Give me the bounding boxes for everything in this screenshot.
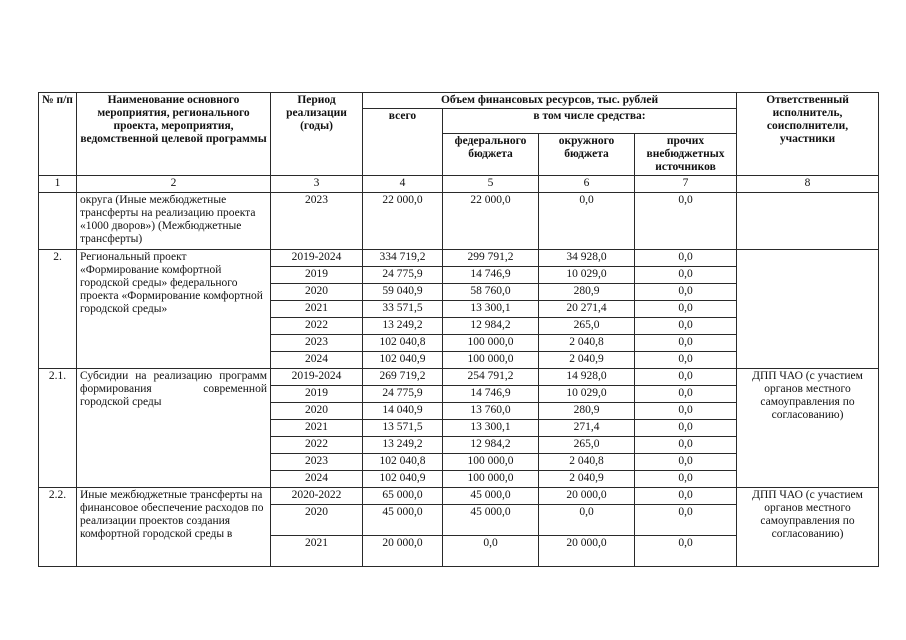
header-row-1 [39, 93, 879, 109]
row-total: 14 040,9 [363, 403, 443, 420]
row-other: 0,0 [635, 471, 737, 488]
row-district: 0,0 [539, 505, 635, 536]
row-total: 24 775,9 [363, 386, 443, 403]
row-other: 0,0 [635, 193, 737, 250]
col-header-total: всего [363, 109, 443, 176]
row-district: 2 040,8 [539, 454, 635, 471]
row-total: 33 571,5 [363, 301, 443, 318]
colnum: 4 [363, 176, 443, 193]
row-total: 334 719,2 [363, 250, 443, 267]
row-district: 280,9 [539, 284, 635, 301]
row-district: 271,4 [539, 420, 635, 437]
row-num: 2.1. [39, 369, 77, 488]
row-district: 265,0 [539, 437, 635, 454]
colnum: 2 [77, 176, 271, 193]
row-period: 2021 [271, 420, 363, 437]
row-other: 0,0 [635, 318, 737, 335]
row-federal: 0,0 [443, 536, 539, 567]
table-row [39, 369, 879, 386]
row-total: 45 000,0 [363, 505, 443, 536]
row-district: 14 928,0 [539, 369, 635, 386]
row-total: 102 040,8 [363, 454, 443, 471]
row-district: 20 271,4 [539, 301, 635, 318]
column-numbers-row [39, 176, 879, 193]
col-header-num: № п/п [39, 93, 77, 176]
row-federal: 299 791,2 [443, 250, 539, 267]
row-responsible [737, 250, 879, 369]
row-total: 102 040,9 [363, 471, 443, 488]
row-num: 2. [39, 250, 77, 369]
row-other: 0,0 [635, 369, 737, 386]
row-federal: 100 000,0 [443, 454, 539, 471]
col-header-volume: Объем финансовых ресурсов, тыс. рублей [363, 93, 737, 109]
row-period: 2019 [271, 267, 363, 284]
row-period: 2024 [271, 471, 363, 488]
row-responsible [737, 193, 879, 250]
row-federal: 45 000,0 [443, 488, 539, 505]
row-period: 2021 [271, 536, 363, 567]
row-total: 269 719,2 [363, 369, 443, 386]
row-total: 102 040,8 [363, 335, 443, 352]
col-header-responsible: Ответственный исполнитель, соисполнители, участники [737, 93, 879, 176]
row-federal: 22 000,0 [443, 193, 539, 250]
row-other: 0,0 [635, 335, 737, 352]
col-header-federal: федерального бюджета [443, 134, 539, 176]
row-federal: 100 000,0 [443, 471, 539, 488]
row-period: 2020 [271, 505, 363, 536]
row-responsible: ДПП ЧАО (с участием органов местного самоуправления по согласованию) [737, 488, 879, 567]
row-name: Субсидии на реализацию программ формирования современной городской среды [77, 369, 271, 488]
row-other: 0,0 [635, 536, 737, 567]
row-total: 22 000,0 [363, 193, 443, 250]
row-other: 0,0 [635, 250, 737, 267]
row-total: 13 249,2 [363, 437, 443, 454]
row-other: 0,0 [635, 454, 737, 471]
col-header-other: прочих внебюджетных источников [635, 134, 737, 176]
row-district: 265,0 [539, 318, 635, 335]
row-district: 2 040,9 [539, 471, 635, 488]
row-name: Региональный проект «Формирование комфортной городской среды» федерального проекта «Формирование комфортной городской среды» [77, 250, 271, 369]
row-period: 2023 [271, 193, 363, 250]
row-district: 2 040,8 [539, 335, 635, 352]
row-district: 20 000,0 [539, 488, 635, 505]
row-district: 10 029,0 [539, 386, 635, 403]
financing-table [38, 92, 879, 567]
colnum: 3 [271, 176, 363, 193]
colnum: 5 [443, 176, 539, 193]
row-period: 2022 [271, 437, 363, 454]
row-other: 0,0 [635, 267, 737, 284]
row-federal: 13 760,0 [443, 403, 539, 420]
row-federal: 14 746,9 [443, 386, 539, 403]
row-federal: 14 746,9 [443, 267, 539, 284]
row-num: 2.2. [39, 488, 77, 567]
row-name: Иные межбюджетные трансферты на финансовое обеспечение расходов по реализации проектов создания комфортной городской среды в [77, 488, 271, 567]
row-period: 2024 [271, 352, 363, 369]
row-other: 0,0 [635, 420, 737, 437]
row-federal: 100 000,0 [443, 352, 539, 369]
row-federal: 12 984,2 [443, 318, 539, 335]
row-period: 2023 [271, 335, 363, 352]
row-total: 13 249,2 [363, 318, 443, 335]
row-period: 2019-2024 [271, 250, 363, 267]
col-header-including: в том числе средства: [443, 109, 737, 134]
row-total: 102 040,9 [363, 352, 443, 369]
row-num [39, 193, 77, 250]
row-total: 13 571,5 [363, 420, 443, 437]
row-federal: 13 300,1 [443, 420, 539, 437]
col-header-period: Период реализации (годы) [271, 93, 363, 176]
row-total: 65 000,0 [363, 488, 443, 505]
row-period: 2021 [271, 301, 363, 318]
table-row [39, 193, 879, 250]
colnum: 1 [39, 176, 77, 193]
row-period: 2020 [271, 284, 363, 301]
row-other: 0,0 [635, 301, 737, 318]
row-responsible: ДПП ЧАО (с участием органов местного самоуправления по согласованию) [737, 369, 879, 488]
row-federal: 13 300,1 [443, 301, 539, 318]
row-total: 24 775,9 [363, 267, 443, 284]
row-other: 0,0 [635, 437, 737, 454]
row-other: 0,0 [635, 488, 737, 505]
row-other: 0,0 [635, 352, 737, 369]
row-period: 2022 [271, 318, 363, 335]
row-district: 34 928,0 [539, 250, 635, 267]
table-row [39, 488, 879, 505]
table-row [39, 250, 879, 267]
row-district: 280,9 [539, 403, 635, 420]
row-other: 0,0 [635, 386, 737, 403]
colnum: 6 [539, 176, 635, 193]
row-period: 2020 [271, 403, 363, 420]
row-total: 20 000,0 [363, 536, 443, 567]
row-federal: 58 760,0 [443, 284, 539, 301]
row-name: округа (Иные межбюджетные трансферты на реализацию проекта «1000 дворов») (Межбюджетные трансферты) [77, 193, 271, 250]
row-federal: 100 000,0 [443, 335, 539, 352]
row-district: 2 040,9 [539, 352, 635, 369]
row-district: 10 029,0 [539, 267, 635, 284]
row-other: 0,0 [635, 403, 737, 420]
row-district: 20 000,0 [539, 536, 635, 567]
col-header-name: Наименование основного мероприятия, регионального проекта, мероприятия, ведомственной целевой программы [77, 93, 271, 176]
row-total: 59 040,9 [363, 284, 443, 301]
col-header-district: окружного бюджета [539, 134, 635, 176]
row-other: 0,0 [635, 505, 737, 536]
row-other: 0,0 [635, 284, 737, 301]
colnum: 8 [737, 176, 879, 193]
row-federal: 254 791,2 [443, 369, 539, 386]
row-period: 2020-2022 [271, 488, 363, 505]
row-district: 0,0 [539, 193, 635, 250]
row-period: 2023 [271, 454, 363, 471]
colnum: 7 [635, 176, 737, 193]
row-federal: 12 984,2 [443, 437, 539, 454]
row-period: 2019-2024 [271, 369, 363, 386]
row-period: 2019 [271, 386, 363, 403]
row-federal: 45 000,0 [443, 505, 539, 536]
